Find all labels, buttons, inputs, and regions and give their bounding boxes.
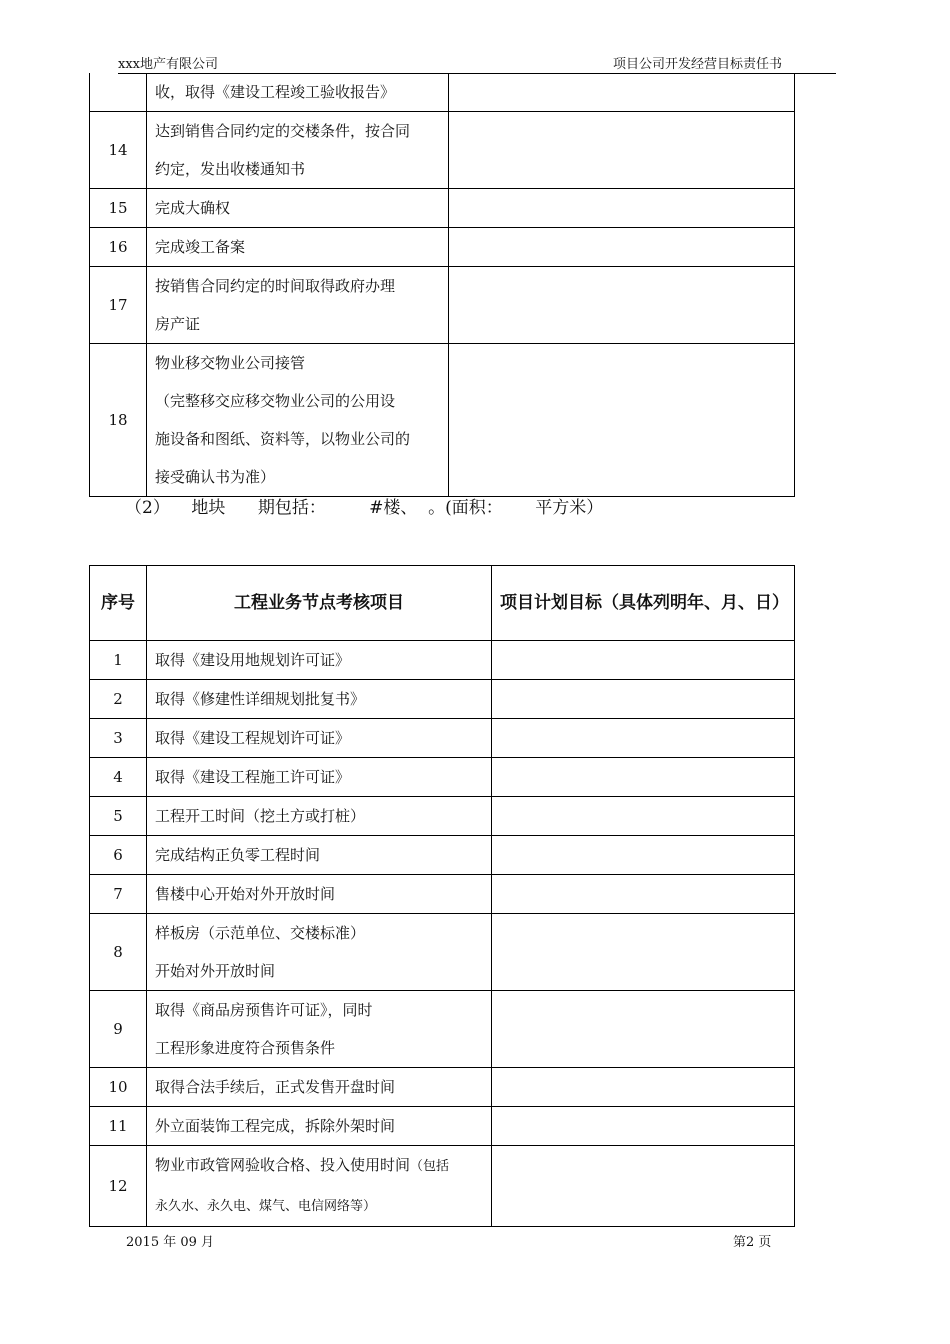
table-row — [90, 228, 795, 267]
page-header — [118, 57, 836, 74]
milestone-item: 外立面装饰工程完成，拆除外架时间 — [147, 1107, 492, 1146]
row-number: 11 — [90, 1107, 147, 1146]
footer-page-number: 第2 页 — [733, 1235, 772, 1250]
target-date-cell[interactable] — [492, 875, 795, 914]
target-date-cell[interactable] — [492, 641, 795, 680]
document-title: 项目公司开发经营目标责任书 — [612, 57, 782, 72]
table-row — [90, 1068, 795, 1107]
table-row — [90, 189, 795, 228]
continued-milestone-table — [89, 73, 795, 497]
table-row — [90, 719, 795, 758]
table-row — [90, 1107, 795, 1146]
column-header-number: 序号 — [90, 566, 147, 641]
row-number: 2 — [90, 680, 147, 719]
row-number: 10 — [90, 1068, 147, 1107]
company-name: xxx地产有限公司 — [118, 57, 218, 72]
milestone-item: 完成大确权 — [147, 189, 449, 228]
row-number: 4 — [90, 758, 147, 797]
row-number — [90, 73, 147, 112]
milestone-note: （包括 — [410, 1159, 450, 1174]
target-date-cell[interactable] — [492, 1068, 795, 1107]
table-row — [90, 641, 795, 680]
table-row — [90, 758, 795, 797]
milestone-item: 物业市政管网验收合格、投入使用时间（包括 永久水、永久电、煤气、电信网络等） — [147, 1146, 492, 1227]
row-number: 17 — [90, 267, 147, 344]
column-header-item: 工程业务节点考核项目 — [147, 566, 492, 641]
row-number: 1 — [90, 641, 147, 680]
target-date-cell[interactable] — [492, 836, 795, 875]
milestone-item: 售楼中心开始对外开放时间 — [147, 875, 492, 914]
milestone-item: 取得《建设工程施工许可证》 — [147, 758, 492, 797]
milestone-item: 收，取得《建设工程竣工验收报告》 — [147, 73, 449, 112]
row-number: 8 — [90, 914, 147, 991]
engineering-milestone-table — [89, 565, 795, 1227]
target-date-cell[interactable] — [492, 758, 795, 797]
table-row — [90, 1146, 795, 1227]
row-number: 12 — [90, 1146, 147, 1227]
table-row — [90, 991, 795, 1068]
target-date-cell[interactable] — [492, 914, 795, 991]
milestone-item: 取得《建设用地规划许可证》 — [147, 641, 492, 680]
footer-date: 2015 年 09 月 — [126, 1235, 215, 1250]
target-date-cell[interactable] — [492, 719, 795, 758]
row-number: 9 — [90, 991, 147, 1068]
target-date-cell[interactable] — [492, 991, 795, 1068]
table-row — [90, 836, 795, 875]
milestone-item: 取得《修建性详细规划批复书》 — [147, 680, 492, 719]
row-number: 14 — [90, 112, 147, 189]
milestone-item: 完成竣工备案 — [147, 228, 449, 267]
milestone-item: 按销售合同约定的时间取得政府办理 房产证 — [147, 267, 449, 344]
target-date-cell[interactable] — [449, 112, 795, 189]
row-number: 6 — [90, 836, 147, 875]
milestone-item: 完成结构正负零工程时间 — [147, 836, 492, 875]
target-date-cell[interactable] — [492, 1146, 795, 1227]
table-header-row — [90, 566, 795, 641]
row-number: 5 — [90, 797, 147, 836]
milestone-item: 取得合法手续后，正式发售开盘时间 — [147, 1068, 492, 1107]
table-row — [90, 875, 795, 914]
milestone-item: 达到销售合同约定的交楼条件，按合同 约定，发出收楼通知书 — [147, 112, 449, 189]
table-row — [90, 680, 795, 719]
target-date-cell[interactable] — [449, 344, 795, 497]
table-row — [90, 797, 795, 836]
milestone-item: 样板房（示范单位、交楼标准） 开始对外开放时间 — [147, 914, 492, 991]
row-number: 16 — [90, 228, 147, 267]
row-number: 15 — [90, 189, 147, 228]
table-row — [90, 267, 795, 344]
milestone-item: 工程开工时间（挖土方或打桩） — [147, 797, 492, 836]
target-date-cell[interactable] — [449, 267, 795, 344]
target-date-cell[interactable] — [449, 73, 795, 112]
target-date-cell[interactable] — [492, 680, 795, 719]
row-number: 18 — [90, 344, 147, 497]
milestone-item: 物业移交物业公司接管 （完整移交应移交物业公司的公用设 施设备和图纸、资料等，以物业公司的 接受确认书为准） — [147, 344, 449, 497]
column-header-target: 项目计划目标（具体列明年、月、日） — [492, 566, 795, 641]
table-row — [90, 112, 795, 189]
target-date-cell[interactable] — [449, 228, 795, 267]
milestone-item: 取得《商品房预售许可证》，同时 工程形象进度符合预售条件 — [147, 991, 492, 1068]
target-date-cell[interactable] — [492, 1107, 795, 1146]
milestone-item: 取得《建设工程规划许可证》 — [147, 719, 492, 758]
table-row — [90, 73, 795, 112]
target-date-cell[interactable] — [449, 189, 795, 228]
table-row — [90, 914, 795, 991]
target-date-cell[interactable] — [492, 797, 795, 836]
row-number: 3 — [90, 719, 147, 758]
table-row — [90, 344, 795, 497]
section-heading: （2） 地块 期包括： #楼、 。(面积： 平方米） — [125, 498, 604, 518]
row-number: 7 — [90, 875, 147, 914]
